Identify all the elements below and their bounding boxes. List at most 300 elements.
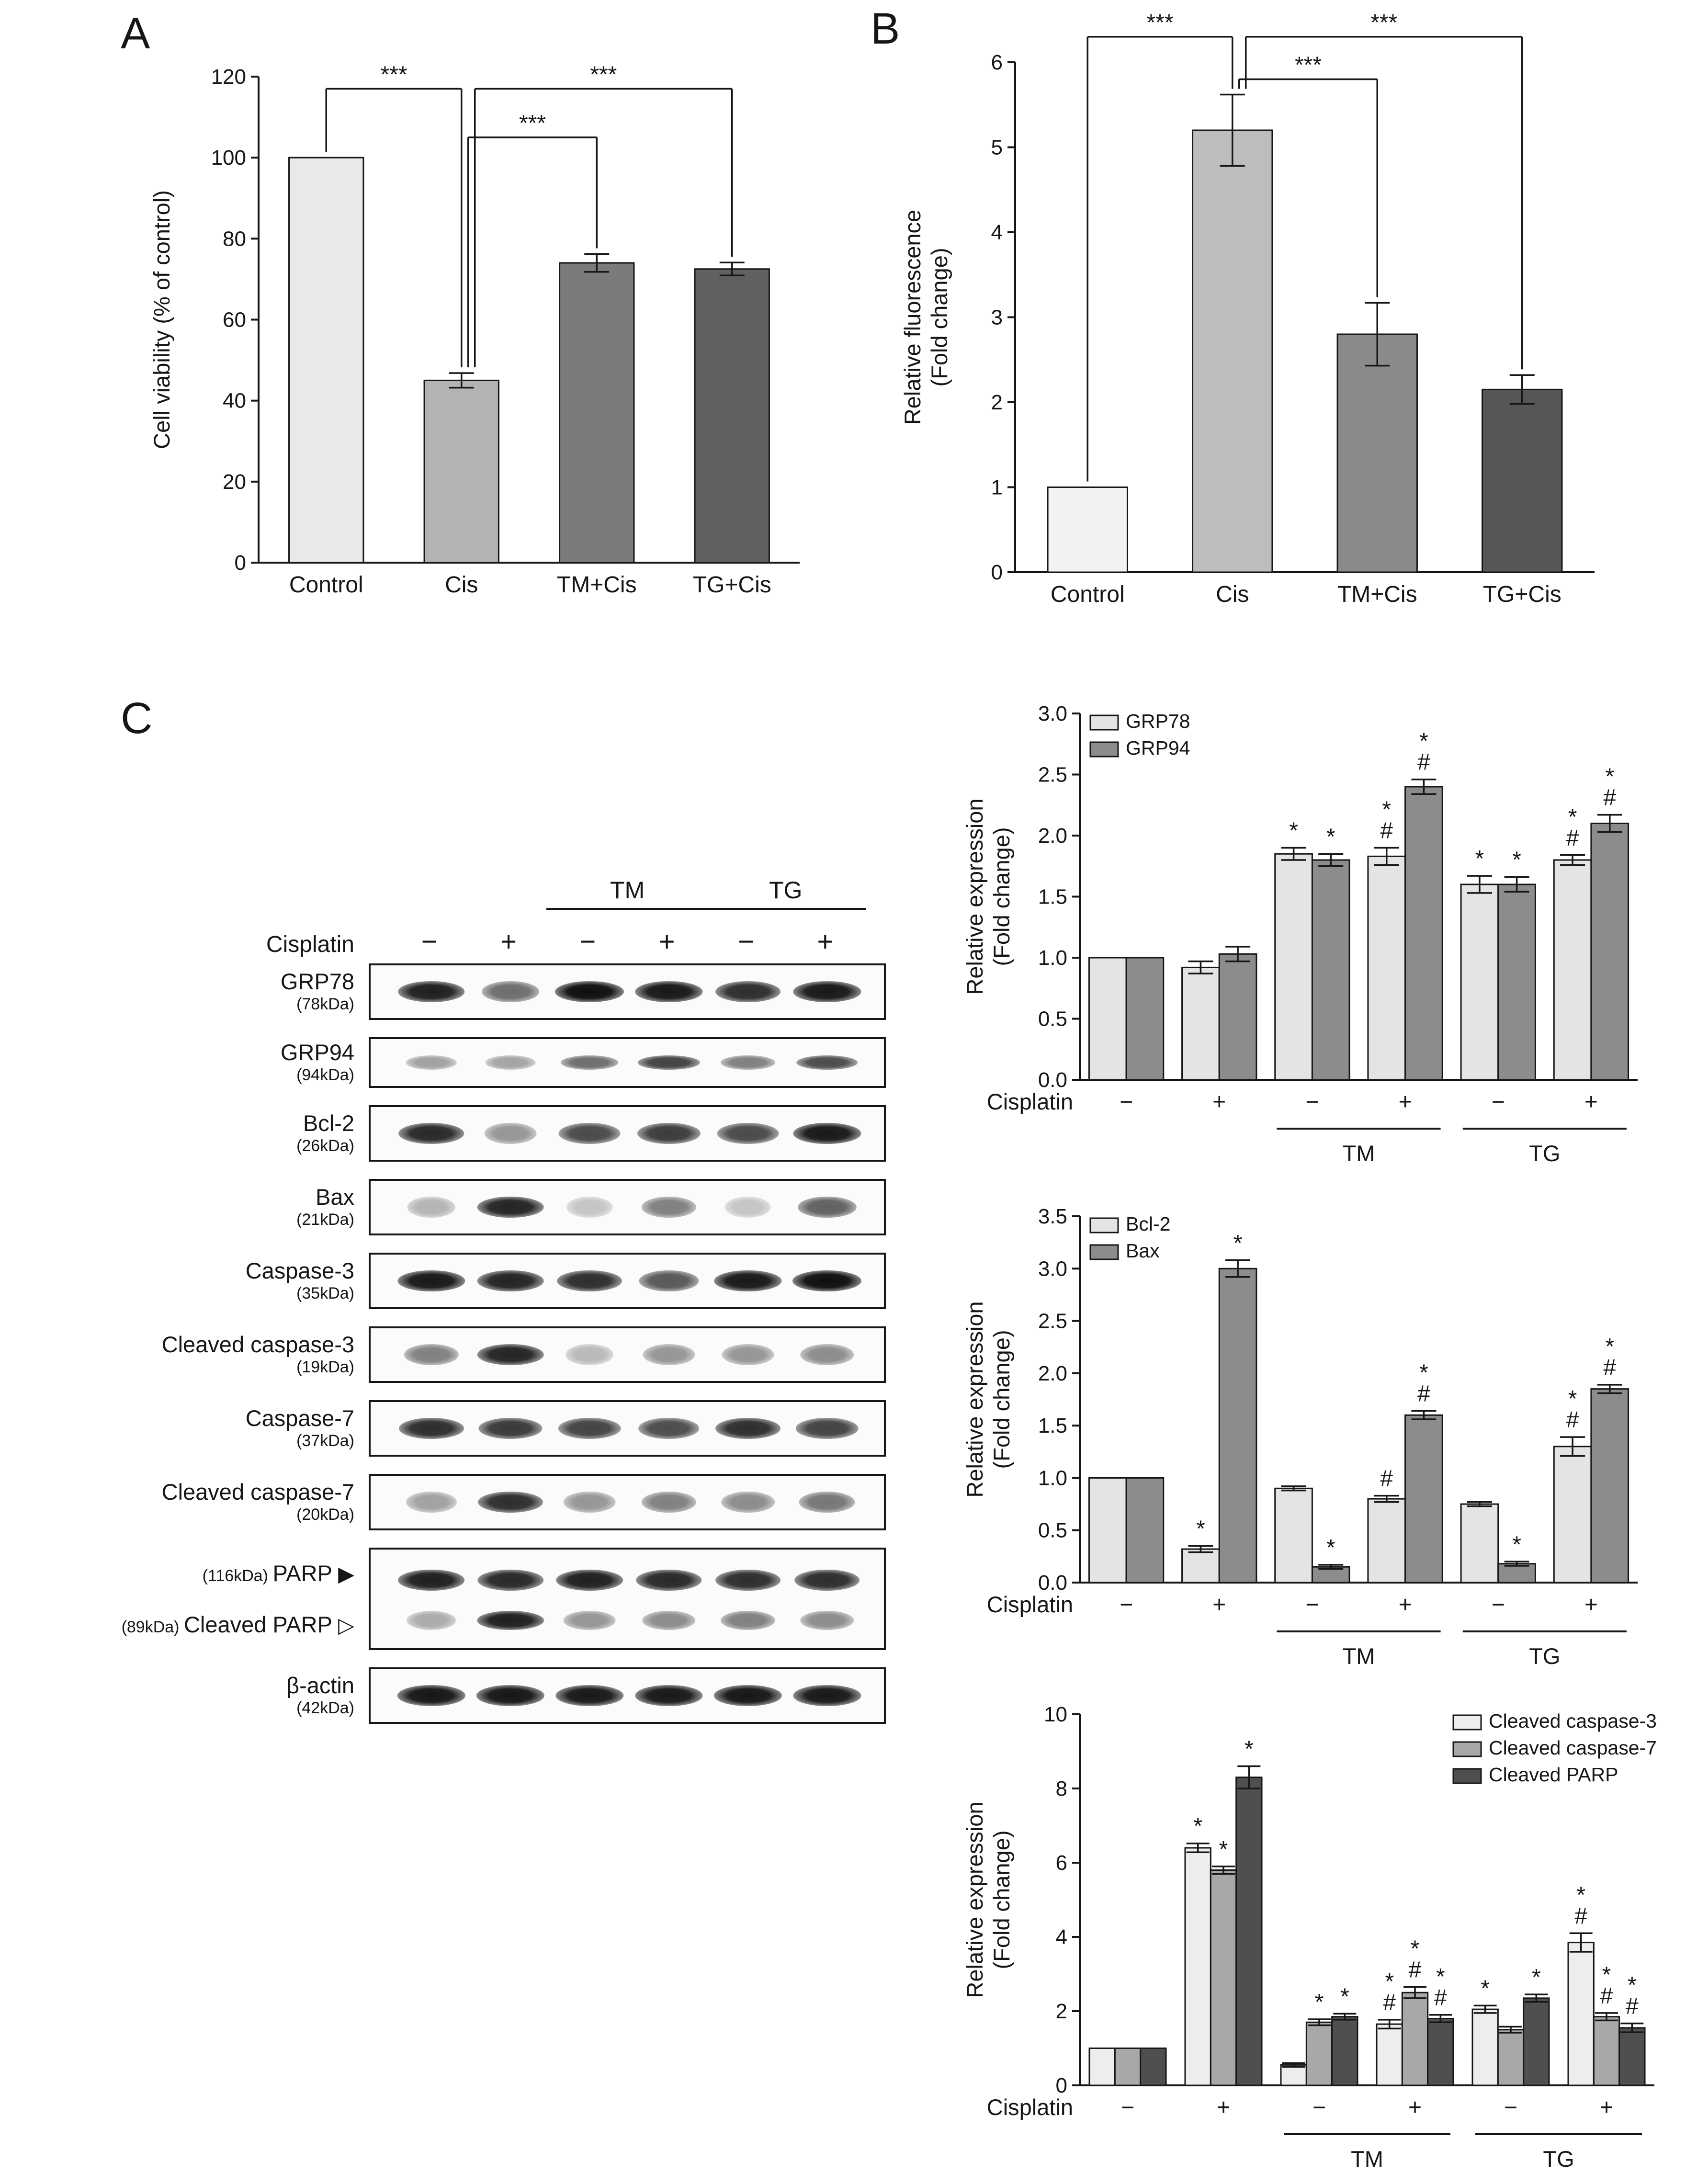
significance-annotation: * bbox=[1219, 1836, 1228, 1862]
protein-band bbox=[404, 1344, 459, 1365]
x-tick-label: − bbox=[1312, 2095, 1326, 2120]
significance-annotation: * bbox=[1326, 824, 1335, 850]
y-tick-label: 3 bbox=[991, 306, 1003, 329]
protein-name: Bcl-2 bbox=[303, 1110, 354, 1136]
y-tick-label: 80 bbox=[223, 227, 246, 251]
significance-annotation: # bbox=[1600, 1983, 1613, 2009]
y-tick-label: 6 bbox=[991, 51, 1003, 74]
bar bbox=[1428, 2019, 1453, 2086]
protein-band bbox=[564, 1611, 616, 1630]
x-tick-label: Control bbox=[1050, 582, 1125, 607]
protein-band bbox=[476, 1685, 544, 1706]
bar bbox=[289, 158, 363, 563]
y-axis-label: (Fold change) bbox=[927, 248, 952, 387]
significance-annotation: * bbox=[1512, 1532, 1521, 1558]
bar bbox=[1312, 860, 1349, 1080]
protein-band bbox=[637, 1123, 701, 1144]
legend-swatch bbox=[1453, 1715, 1481, 1730]
bar bbox=[1236, 1777, 1262, 2085]
bar bbox=[424, 380, 498, 563]
significance-annotation: * bbox=[1602, 1962, 1611, 1988]
protein-band bbox=[715, 981, 781, 1002]
blot-row bbox=[139, 1105, 895, 1162]
significance-annotation: * bbox=[1410, 1936, 1420, 1962]
y-tick-label: 5 bbox=[991, 136, 1003, 159]
y-tick-label: 2.5 bbox=[1038, 763, 1067, 787]
protein-band bbox=[796, 1055, 858, 1070]
y-tick-label: 60 bbox=[223, 308, 246, 332]
legend-swatch bbox=[1090, 715, 1118, 730]
band-pointer-icon: ▶ bbox=[338, 1562, 354, 1586]
bar bbox=[1524, 1998, 1549, 2085]
legend-label: Cleaved caspase-3 bbox=[1489, 1710, 1657, 1732]
protein-kda: (35kDa) bbox=[296, 1284, 354, 1303]
bar bbox=[1089, 2048, 1115, 2086]
bar bbox=[1219, 1268, 1256, 1583]
blot-row-label bbox=[139, 1333, 369, 1377]
panel-b-label: B bbox=[871, 4, 900, 53]
protein-band bbox=[639, 1270, 699, 1291]
protein-band bbox=[564, 1492, 616, 1513]
significance-annotation: * bbox=[1419, 728, 1428, 754]
protein-kda: (116kDa) bbox=[202, 1567, 273, 1585]
protein-band bbox=[725, 1197, 771, 1218]
blot-image bbox=[369, 963, 886, 1020]
y-tick-label: 1.0 bbox=[1038, 1466, 1067, 1490]
protein-band bbox=[635, 981, 702, 1002]
significance-annotation: # bbox=[1408, 1957, 1422, 1983]
blot-row bbox=[121, 1548, 895, 1650]
y-tick-label: 0 bbox=[1055, 2074, 1067, 2097]
protein-kda: (20kDa) bbox=[296, 1505, 354, 1524]
protein-band bbox=[556, 1570, 623, 1591]
protein-band bbox=[485, 1055, 535, 1070]
blot-row bbox=[139, 1253, 895, 1309]
protein-band bbox=[477, 1344, 544, 1365]
relative-fluorescence-chart bbox=[895, 5, 1623, 632]
bar bbox=[1498, 2030, 1523, 2085]
protein-kda: (19kDa) bbox=[296, 1358, 354, 1377]
significance-annotation: * bbox=[1475, 846, 1484, 872]
y-tick-label: 1.5 bbox=[1038, 885, 1067, 909]
protein-band bbox=[793, 981, 861, 1002]
x-tick-label: + bbox=[1398, 1089, 1412, 1115]
treatment-group-label: TM bbox=[1342, 1643, 1375, 1669]
lane-condition-header bbox=[139, 917, 895, 958]
blot-row-label bbox=[139, 970, 369, 1014]
bar bbox=[1498, 884, 1536, 1080]
protein-band bbox=[398, 1123, 464, 1144]
condition-label: Cisplatin bbox=[266, 932, 354, 957]
legend-label: Cleaved caspase-7 bbox=[1489, 1737, 1657, 1759]
protein-band bbox=[635, 1685, 702, 1706]
protein-band bbox=[801, 1611, 854, 1630]
y-tick-label: 0.5 bbox=[1038, 1007, 1067, 1031]
protein-band bbox=[407, 1611, 456, 1630]
protein-band bbox=[482, 981, 539, 1002]
bar bbox=[1337, 334, 1417, 572]
blot-row-label bbox=[139, 1259, 369, 1303]
lane-sign: − bbox=[579, 926, 596, 957]
blot-row bbox=[139, 1326, 895, 1383]
significance-annotation: # bbox=[1417, 749, 1430, 775]
bar bbox=[1482, 389, 1562, 572]
protein-band bbox=[721, 1492, 775, 1513]
blot-row-label bbox=[139, 1480, 369, 1524]
y-tick-label: 4 bbox=[1055, 1925, 1067, 1949]
x-tick-label: + bbox=[1584, 1089, 1598, 1115]
protein-band bbox=[406, 1055, 457, 1070]
protein-band bbox=[796, 1418, 859, 1439]
x-tick-label: − bbox=[1120, 1089, 1133, 1115]
significance-annotation: * bbox=[1196, 1516, 1205, 1542]
protein-band bbox=[721, 1611, 775, 1630]
bar bbox=[1332, 2017, 1358, 2085]
bar bbox=[1281, 2065, 1306, 2085]
blot-row-label-line bbox=[203, 1560, 354, 1586]
legend-label: Bax bbox=[1126, 1240, 1160, 1262]
protein-band bbox=[637, 1055, 700, 1070]
protein-band bbox=[793, 1123, 861, 1144]
significance-annotation: # bbox=[1566, 825, 1579, 851]
significance-annotation: * bbox=[1244, 1736, 1254, 1762]
significance-annotation: * bbox=[1436, 1964, 1445, 1990]
significance-annotation: # bbox=[1603, 785, 1617, 811]
x-tick-label: + bbox=[1599, 2095, 1614, 2120]
y-axis-label: (Fold change) bbox=[989, 827, 1014, 966]
x-tick-label: TG+Cis bbox=[1482, 582, 1562, 607]
lane-sign: + bbox=[500, 926, 517, 957]
x-tick-label: − bbox=[1120, 1592, 1133, 1618]
significance-annotation: # bbox=[1383, 1990, 1396, 2015]
protein-kda: (78kDa) bbox=[296, 995, 354, 1014]
protein-kda: (26kDa) bbox=[296, 1137, 354, 1155]
protein-band bbox=[721, 1055, 775, 1070]
blot-row-label bbox=[139, 1674, 369, 1718]
x-tick-label: + bbox=[1584, 1592, 1598, 1618]
significance-annotation: * bbox=[1382, 797, 1392, 823]
bar bbox=[1182, 1549, 1220, 1583]
blot-image bbox=[369, 1548, 886, 1650]
blot-row-label bbox=[139, 1111, 369, 1155]
protein-band bbox=[556, 1685, 623, 1706]
blot-row bbox=[139, 963, 895, 1020]
x-tick-label: − bbox=[1491, 1592, 1505, 1618]
protein-band bbox=[561, 1055, 618, 1070]
protein-band bbox=[397, 1270, 465, 1291]
blot-image bbox=[369, 1667, 886, 1724]
blot-row-label-line bbox=[122, 1611, 354, 1638]
significance-annotation: * bbox=[1289, 818, 1298, 844]
sig-label: *** bbox=[1370, 10, 1398, 35]
protein-band bbox=[792, 1270, 861, 1291]
y-axis-label: Relative expression bbox=[962, 798, 987, 995]
sig-label: *** bbox=[1146, 10, 1174, 35]
x-tick-label: + bbox=[1212, 1592, 1226, 1618]
bar bbox=[1185, 1848, 1211, 2085]
bar bbox=[1275, 854, 1313, 1080]
x-tick-label: TM+Cis bbox=[556, 572, 637, 598]
protein-band bbox=[714, 1685, 782, 1706]
protein-band bbox=[477, 1611, 544, 1630]
bar bbox=[1219, 954, 1256, 1080]
y-tick-label: 0 bbox=[991, 561, 1003, 584]
blot-image bbox=[369, 1400, 886, 1457]
significance-annotation: * bbox=[1385, 1969, 1394, 1994]
x-tick-label: + bbox=[1216, 2095, 1231, 2120]
significance-annotation: * bbox=[1233, 1230, 1243, 1256]
y-tick-label: 8 bbox=[1055, 1777, 1067, 1800]
bar bbox=[1591, 1389, 1629, 1583]
x-tick-label: Cis bbox=[445, 572, 478, 598]
protein-band bbox=[559, 1123, 621, 1144]
bar bbox=[1089, 1478, 1126, 1583]
significance-annotation: # bbox=[1574, 1903, 1588, 1929]
protein-name: Bax bbox=[316, 1184, 354, 1210]
y-tick-label: 2.0 bbox=[1038, 1361, 1067, 1385]
bar bbox=[1554, 860, 1591, 1080]
x-axis-title: Cisplatin bbox=[986, 2094, 1073, 2120]
sig-label: *** bbox=[590, 62, 617, 88]
protein-band bbox=[485, 1123, 537, 1144]
x-tick-label: + bbox=[1398, 1592, 1412, 1618]
protein-band bbox=[793, 1685, 861, 1706]
protein-name: Caspase-3 bbox=[245, 1257, 354, 1283]
blot-image bbox=[369, 1105, 886, 1162]
protein-band bbox=[407, 1197, 455, 1218]
y-axis-label: Relative expression bbox=[962, 1301, 987, 1498]
x-tick-label: + bbox=[1408, 2095, 1422, 2120]
significance-annotation: * bbox=[1568, 1386, 1577, 1412]
significance-annotation: * bbox=[1326, 1535, 1335, 1561]
y-tick-label: 6 bbox=[1055, 1851, 1067, 1875]
y-tick-label: 4 bbox=[991, 221, 1003, 244]
blot-row bbox=[139, 1667, 895, 1724]
y-axis-label: (Fold change) bbox=[989, 1330, 1014, 1469]
significance-annotation: # bbox=[1380, 1466, 1393, 1492]
treatment-group-label: TM bbox=[1351, 2146, 1383, 2172]
y-tick-label: 1.5 bbox=[1038, 1414, 1067, 1438]
bcl2-bax-expression-chart bbox=[958, 1188, 1662, 1681]
protein-band bbox=[638, 1418, 700, 1439]
cleaved-proteins-expression-chart bbox=[958, 1690, 1676, 2184]
y-tick-label: 2.5 bbox=[1038, 1309, 1067, 1333]
y-tick-label: 2 bbox=[991, 391, 1003, 414]
bar bbox=[1141, 2048, 1166, 2086]
y-tick-label: 1 bbox=[991, 475, 1003, 499]
y-tick-label: 3.5 bbox=[1038, 1205, 1067, 1228]
protein-name: Cleaved PARP bbox=[183, 1612, 339, 1637]
blot-row-label bbox=[139, 1185, 369, 1229]
protein-name: Cleaved caspase-3 bbox=[161, 1331, 354, 1357]
significance-annotation: * bbox=[1481, 1976, 1490, 2002]
blot-row-label bbox=[139, 1406, 369, 1450]
protein-name: GRP78 bbox=[280, 968, 354, 994]
panel-c-label: C bbox=[121, 694, 153, 743]
protein-band bbox=[794, 1570, 860, 1591]
legend-swatch bbox=[1453, 1742, 1481, 1756]
treatment-group-label: TM bbox=[1342, 1141, 1375, 1166]
x-tick-label: − bbox=[1504, 2095, 1518, 2120]
bar bbox=[1402, 1992, 1427, 2085]
blot-row bbox=[139, 1179, 895, 1235]
sig-label: *** bbox=[1294, 52, 1322, 78]
bar bbox=[1368, 1499, 1405, 1583]
protein-band bbox=[636, 1570, 702, 1591]
x-tick-label: − bbox=[1120, 2095, 1135, 2120]
blot-row bbox=[139, 1474, 895, 1530]
protein-band bbox=[642, 1611, 696, 1630]
bar bbox=[1275, 1488, 1313, 1583]
sig-label: *** bbox=[380, 62, 407, 88]
significance-annotation: # bbox=[1380, 818, 1393, 844]
y-tick-label: 3.0 bbox=[1038, 702, 1067, 725]
treatment-group-header bbox=[369, 876, 886, 917]
blot-row-label bbox=[139, 1041, 369, 1085]
blot-image bbox=[369, 1326, 886, 1383]
blot-image bbox=[369, 1474, 886, 1530]
bar bbox=[1368, 856, 1405, 1080]
lane-sign: − bbox=[421, 926, 438, 957]
x-tick-label: − bbox=[1305, 1592, 1319, 1618]
x-tick-label: Control bbox=[289, 572, 363, 598]
lane-sign: + bbox=[817, 926, 834, 957]
significance-annotation: * bbox=[1314, 1990, 1324, 2015]
y-tick-label: 0.0 bbox=[1038, 1068, 1067, 1092]
protein-band bbox=[477, 1570, 543, 1591]
sig-label: *** bbox=[519, 110, 546, 136]
x-axis-title: Cisplatin bbox=[986, 1592, 1073, 1617]
legend-swatch bbox=[1090, 742, 1118, 757]
protein-band bbox=[643, 1344, 695, 1365]
blot-row bbox=[139, 1037, 895, 1088]
significance-annotation: * bbox=[1576, 1882, 1586, 1908]
significance-annotation: # bbox=[1417, 1381, 1430, 1407]
significance-annotation: * bbox=[1531, 1965, 1541, 1991]
bar bbox=[1594, 2017, 1619, 2085]
bar bbox=[1048, 487, 1127, 573]
blot-image bbox=[369, 1037, 886, 1088]
bar bbox=[695, 269, 769, 563]
significance-annotation: * bbox=[1568, 804, 1577, 830]
western-blot-panel bbox=[121, 876, 895, 1741]
blot-row-label bbox=[121, 1548, 369, 1650]
legend-label: GRP94 bbox=[1126, 737, 1190, 759]
protein-kda: (42kDa) bbox=[296, 1699, 354, 1718]
significance-annotation: # bbox=[1603, 1355, 1617, 1381]
significance-annotation: * bbox=[1340, 1984, 1349, 2010]
treatment-group-label: TM bbox=[610, 877, 645, 904]
y-tick-label: 1.0 bbox=[1038, 946, 1067, 970]
protein-band bbox=[477, 1270, 544, 1291]
band-pointer-icon: ▷ bbox=[338, 1614, 354, 1637]
significance-annotation: # bbox=[1625, 1993, 1639, 2019]
x-tick-label: + bbox=[1212, 1089, 1226, 1115]
x-tick-label: TM+Cis bbox=[1337, 582, 1417, 607]
protein-band bbox=[717, 1123, 779, 1144]
significance-annotation: * bbox=[1193, 1813, 1203, 1839]
y-tick-label: 100 bbox=[211, 146, 246, 170]
protein-band bbox=[477, 1197, 544, 1218]
bar bbox=[1377, 2024, 1402, 2085]
y-tick-label: 120 bbox=[211, 65, 246, 89]
treatment-group-label: TG bbox=[1529, 1643, 1561, 1669]
grp78-grp94-expression-chart bbox=[958, 685, 1662, 1178]
x-tick-label: Cis bbox=[1216, 582, 1249, 607]
protein-band bbox=[478, 1492, 543, 1513]
protein-band bbox=[715, 1570, 781, 1591]
protein-band bbox=[397, 1685, 465, 1706]
protein-band bbox=[801, 1344, 854, 1365]
y-axis-label: Relative expression bbox=[962, 1801, 987, 1998]
protein-band bbox=[566, 1344, 613, 1365]
protein-band bbox=[722, 1344, 774, 1365]
y-tick-label: 10 bbox=[1044, 1703, 1067, 1726]
protein-name: PARP bbox=[272, 1561, 339, 1586]
protein-band bbox=[478, 1418, 542, 1439]
y-tick-label: 0 bbox=[234, 551, 246, 575]
protein-band bbox=[399, 1418, 464, 1439]
y-tick-label: 40 bbox=[223, 389, 246, 413]
protein-band bbox=[715, 1418, 781, 1439]
x-axis-title: Cisplatin bbox=[986, 1089, 1073, 1114]
bar bbox=[1472, 2009, 1498, 2085]
protein-name: GRP94 bbox=[280, 1039, 354, 1065]
bar bbox=[1126, 958, 1164, 1080]
protein-band bbox=[558, 1418, 621, 1439]
significance-annotation: * bbox=[1605, 764, 1615, 790]
blot-image bbox=[369, 1179, 886, 1235]
y-axis-label: Cell viability (% of control) bbox=[149, 190, 174, 449]
blot-row bbox=[139, 1400, 895, 1457]
legend-swatch bbox=[1453, 1769, 1481, 1783]
y-tick-label: 20 bbox=[223, 470, 246, 494]
protein-band bbox=[714, 1270, 781, 1291]
lane-sign: + bbox=[658, 926, 675, 957]
legend-label: Cleaved PARP bbox=[1489, 1764, 1618, 1786]
bar bbox=[1461, 1504, 1498, 1583]
bar bbox=[560, 263, 634, 563]
significance-annotation: * bbox=[1627, 1972, 1637, 1998]
protein-kda: (94kDa) bbox=[296, 1066, 354, 1085]
protein-band bbox=[566, 1197, 612, 1218]
protein-name: Cleaved caspase-7 bbox=[161, 1479, 354, 1505]
y-tick-label: 3.0 bbox=[1038, 1257, 1067, 1281]
bar bbox=[1193, 130, 1272, 572]
legend-swatch bbox=[1090, 1218, 1118, 1233]
y-tick-label: 0.0 bbox=[1038, 1571, 1067, 1595]
x-tick-label: − bbox=[1491, 1089, 1505, 1115]
protein-kda: (37kDa) bbox=[296, 1432, 354, 1450]
bar bbox=[1568, 1943, 1594, 2085]
bar bbox=[1554, 1447, 1591, 1583]
panel-a-label: A bbox=[121, 9, 150, 58]
lane-sign: − bbox=[738, 926, 754, 957]
bar bbox=[1115, 2048, 1140, 2086]
treatment-group-label: TG bbox=[769, 877, 803, 904]
protein-name: Caspase-7 bbox=[245, 1405, 354, 1431]
x-tick-label: − bbox=[1305, 1089, 1319, 1115]
bar bbox=[1126, 1478, 1164, 1583]
bar bbox=[1182, 967, 1220, 1080]
legend-label: Bcl-2 bbox=[1126, 1213, 1171, 1235]
significance-annotation: * bbox=[1512, 847, 1521, 873]
bar bbox=[1089, 958, 1126, 1080]
y-tick-label: 2 bbox=[1055, 2000, 1067, 2023]
protein-band bbox=[799, 1492, 855, 1513]
y-tick-label: 2.0 bbox=[1038, 824, 1067, 848]
cell-viability-chart bbox=[139, 14, 828, 622]
